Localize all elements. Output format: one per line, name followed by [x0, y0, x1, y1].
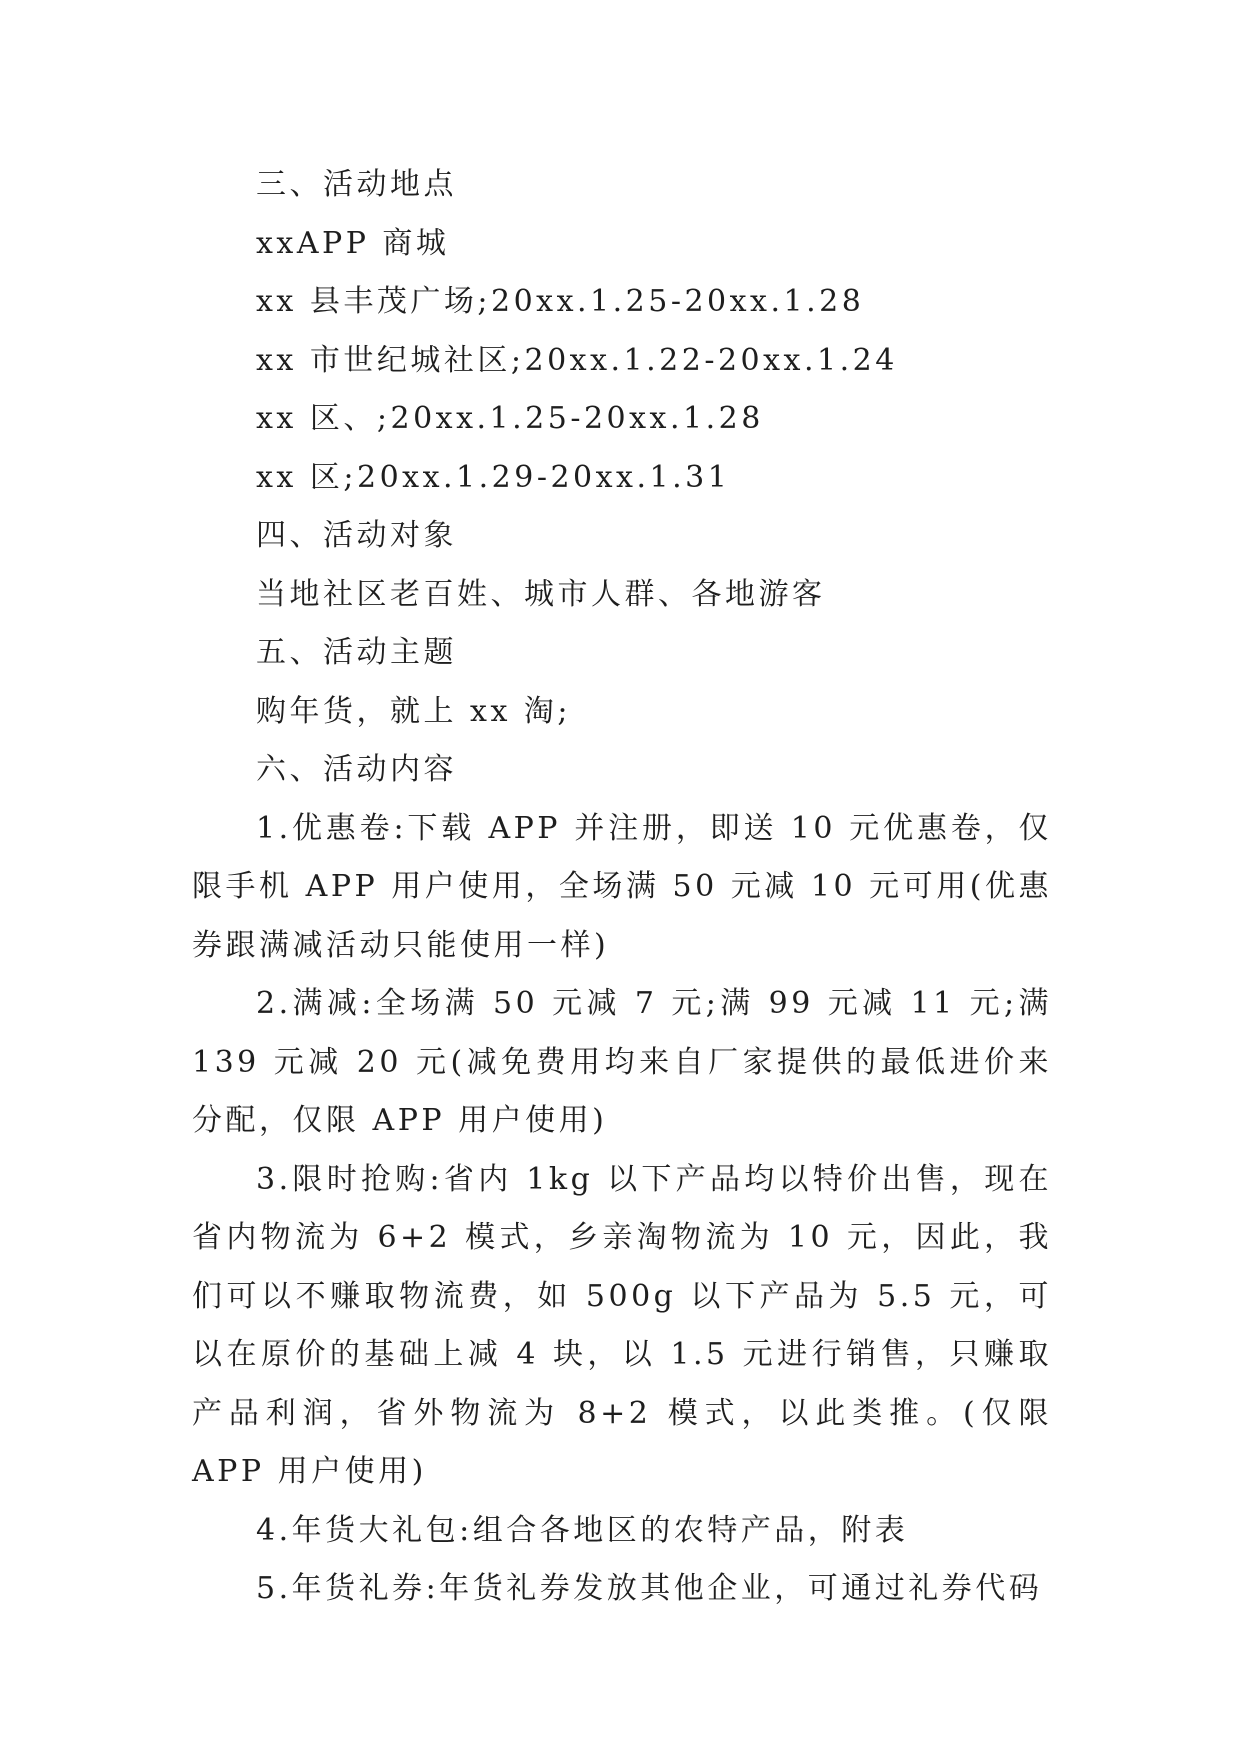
section-heading-theme: 五、活动主题	[256, 635, 457, 670]
content-item-gift-pack: 4.年货大礼包:组合各地区的农特产品，附表	[256, 1512, 909, 1548]
section-heading-content: 六、活动内容	[256, 752, 457, 787]
content-item-flash-sale: 3.限时抢购:省内 1kg 以下产品均以特价出售，现在省内物流为 6+2 模式，乡亲淘物流为 10 元，因此，我们可以不赚取物流费，如 500g 以下产品为 5.5 元，可以在原价的基础上减 4 块，以 1.5 元进行销售，只赚取产品利润，省外物流为 8+2 模式，以此类推。(仅限 APP 用户使用)	[192, 1161, 1052, 1489]
theme-text: 购年货，就上 xx 淘;	[256, 693, 572, 729]
section-heading-audience: 四、活动对象	[256, 518, 457, 553]
audience-text: 当地社区老百姓、城市人群、各地游客	[256, 576, 826, 612]
location-item: xxAPP 商城	[256, 225, 450, 261]
content-item-gift-voucher: 5.年货礼券:年货礼券发放其他企业，可通过礼券代码	[256, 1571, 1043, 1606]
location-item: xx 市世纪城社区;20xx.1.22-20xx.1.24	[256, 342, 898, 378]
section-heading-location: 三、活动地点	[256, 167, 457, 202]
location-item: xx 县丰茂广场;20xx.1.25-20xx.1.28	[256, 284, 865, 319]
location-item: xx 区;20xx.1.29-20xx.1.31	[256, 459, 731, 495]
location-item: xx 区、;20xx.1.25-20xx.1.28	[256, 401, 764, 436]
content-item-coupon: 1.优惠卷:下载 APP 并注册，即送 10 元优惠卷，仅限手机 APP 用户使用，全场满 50 元减 10 元可用(优惠券跟满减活动只能使用一样)	[192, 810, 1052, 963]
document-body	[192, 156, 1052, 1619]
content-item-discount: 2.满减:全场满 50 元减 7 元;满 99 元减 11 元;满 139 元减 20 元(减免费用均来自厂家提供的最低进价来分配，仅限 APP 用户使用)	[192, 986, 1052, 1138]
